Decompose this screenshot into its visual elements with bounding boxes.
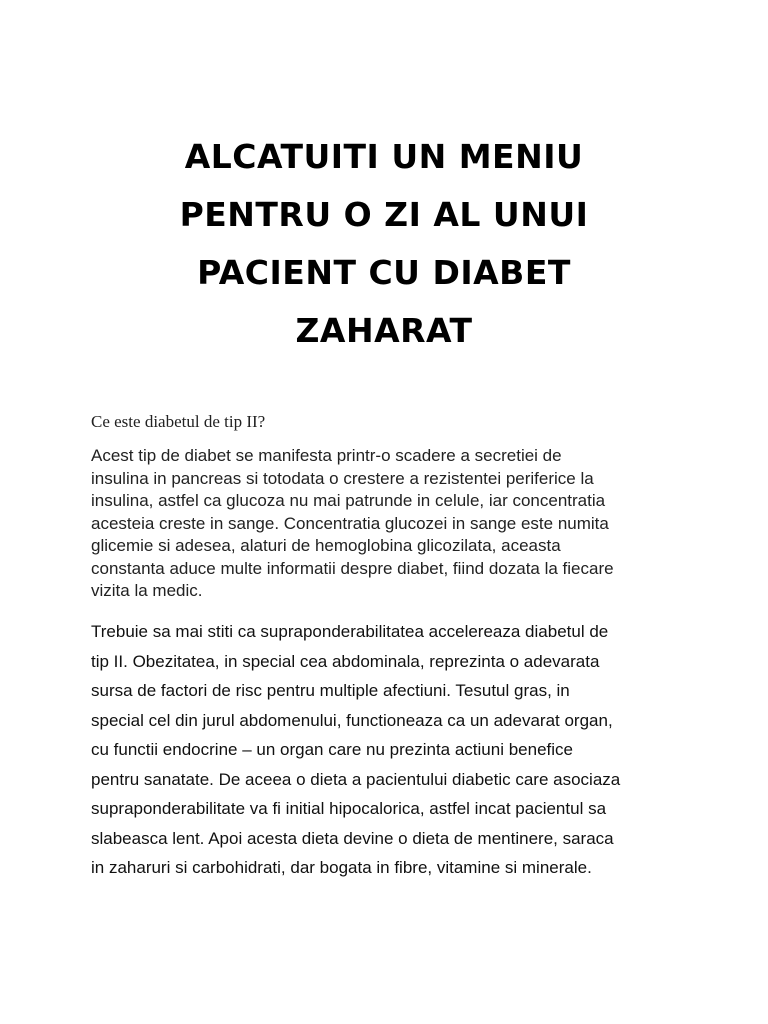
title-line: ALCATUITI UN MENIU <box>184 137 584 176</box>
paragraph-line: special cel din jurul abdomenului, functioneaza ca un adevarat organ, <box>91 710 613 730</box>
paragraph-line: glicemie si adesea, alaturi de hemoglobina glicozilata, aceasta <box>91 536 561 555</box>
paragraph-line: in zaharuri si carbohidrati, dar bogata in fibre, vitamine si minerale. <box>91 858 592 877</box>
paragraph-line: vizita la medic. <box>91 581 203 600</box>
title-line: ZAHARAT <box>295 311 473 350</box>
paragraph-line: cu functii endocrine – un organ care nu prezinta actiuni benefice <box>91 740 573 759</box>
paragraph-line: insulina in pancreas si totodata o crestere a rezistentei periferice la <box>91 468 594 488</box>
paragraph-line: Trebuie sa mai stiti ca supraponderabilitatea accelereaza diabetul de <box>91 622 609 641</box>
paragraph-line: slabeasca lent. Apoi acesta dieta devine o dieta de mentinere, saraca <box>91 828 614 848</box>
title-line: PENTRU O ZI AL UNUI <box>179 195 589 234</box>
section-subheading: Ce este diabetul de tip II? <box>91 412 266 431</box>
paragraph-line: acesteia creste in sange. Concentratia glucozei in sange este numita <box>91 513 609 533</box>
paragraph-line: insulina, astfel ca glucoza nu mai patrunde in celule, iar concentratia <box>91 491 606 510</box>
paragraph-definition <box>91 445 691 603</box>
paragraph-line: sursa de factori de risc pentru multiple afectiuni. Tesutul gras, in <box>91 681 570 700</box>
paragraph-line: constanta aduce multe informatii despre diabet, fiind dozata la fiecare <box>91 558 614 578</box>
paragraph-line: supraponderabilitate va fi initial hipocalorica, astfel incat pacientul sa <box>91 799 607 818</box>
title-line: PACIENT CU DIABET <box>197 253 571 292</box>
document-title <box>90 128 678 360</box>
paragraph-overweight <box>91 617 701 883</box>
paragraph-line: pentru sanatate. De aceea o dieta a pacientului diabetic care asociaza <box>91 769 621 789</box>
paragraph-line: tip II. Obezitatea, in special cea abdominala, reprezinta o adevarata <box>91 651 600 671</box>
paragraph-line: Acest tip de diabet se manifesta printr-o scadere a secretiei de <box>91 446 562 465</box>
